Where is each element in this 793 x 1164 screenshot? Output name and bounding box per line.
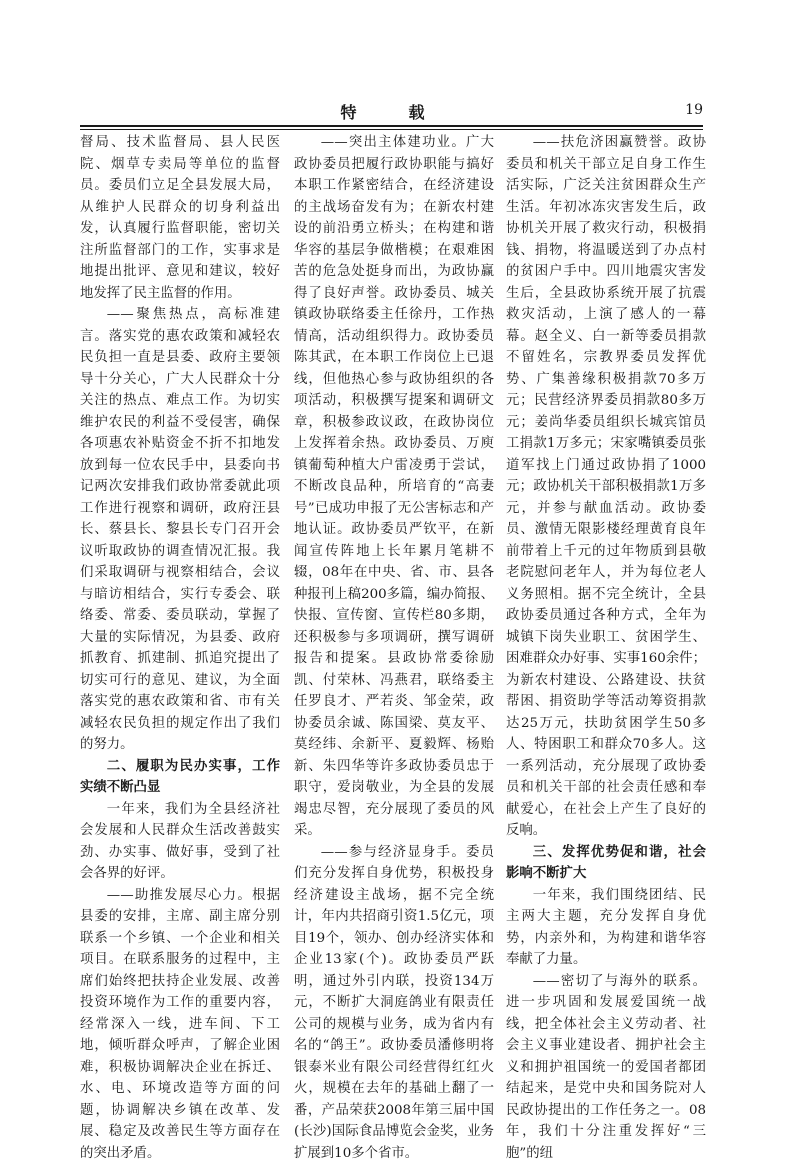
section-heading: 二、履职为民办实事，工作实绩不断凸显 [80,756,280,799]
text-column-3 [506,132,706,1052]
page-header [80,88,703,122]
paragraph: 一年来，我们为全县经济社会发展和人民群众生活改善鼓实劲、办实事、做好事，受到了社会各界的好评。 [80,799,280,885]
paragraph: ——参与经济显身手。委员们充分发挥自身优势，积极投身经济建设主战场，据不完全统计，年内共招商引资1.5亿元，项目19个，领办、创办经济实体和企业13家(个)。政协委员严跃明，通过外引内联，投资134万元，不断扩大洞庭鸽业有限责任公司的规模与业务，成为省内有名的“鸽王”。政协委员潘修明将银泰米业有限公司经营得红红火火，规模在去年的基础上翻了一番，产品荣获2008年第三届中国(长沙)国际食品博览会金奖，业务扩展到10多个省市。 [294,842,494,1164]
header-rule-thick [80,125,703,127]
paragraph: ——扶危济困赢赞誉。政协委员和机关干部立足自身工作生活实际，广泛关注贫困群众生产生活。年初冰冻灾害发生后，政协机关开展了救灾行动，积极捐钱、捐物，将温暖送到了办点村的贫困户手中。四川地震灾害发生后，全县政协系统开展了抗震救灾活动，上演了感人的一幕幕。赵全义、白一新等委员捐款不留姓名，宗教界委员发挥优势、广集善缘积极捐款70多万元；民营经济界委员捐款80多万元；姜尚华委员组织长城宾馆员工捐款1万多元；宋家嘴镇委员张道军找上门通过政协捐了1000元；政协机关干部积极捐款1万多元，并参与献血活动。政协委员、激情无限影楼经理黄育良年前带着上千元的过年物质到县敬老院慰问老年人，并为每位老人义务照相。据不完全统计，全县政协委员通过各种方式，全年为城镇下岗失业职工、贫困学生、困难群众办好事、实事160余件；为新农村建设、公路建设、扶贫帮困、捐资助学等活动筹资捐款达25万元，扶助贫困学生50多人、特困职工和群众70多人。这一系列活动，充分展现了政协委员和机关干部的社会责任感和奉献爱心，在社会上产生了良好的反响。 [506,132,706,842]
page-number: 19 [685,102,703,118]
text-column-2 [294,132,494,1052]
header-rule-thin [80,129,703,130]
text-column-1 [80,132,280,1052]
section-title: 特 载 [80,100,703,123]
paragraph: ——突出主体建功业。广大政协委员把履行政协职能与搞好本职工作紧密结合，在经济建设的主战场奋发有为；在新农村建设的前沿勇立桥头；在构建和谐华容的基层争做楷模；在艰难困苦的危急处挺身而出，为政协赢得了良好声誉。政协委员、城关镇政协联络委主任徐丹，工作热情高，活动组织得力。政协委员陈其武，在本职工作岗位上已退线，但他热心参与政协组织的各项活动，积极撰写提案和调研文章，积极参政议政，在政协岗位上发挥着余热。政协委员、万庾镇葡萄种植大户雷凌勇于尝试，不断改良品种，所培育的“高妻号”已成功申报了无公害标志和产地认证。政协委员严钦平，在新闻宣传阵地上长年累月笔耕不辍，08年在中央、省、市、县各种报刊上稿200多篇，编办简报、快报、宣传窗、宣传栏80多期，还积极参与多项调研，撰写调研报告和提案。县政协常委徐励凯、付荣林、冯燕君，联络委主任罗良才、严若炎、邹金荣，政协委员余诚、陈国梁、莫友平、莫经纬、余新平、夏毅辉、杨贻新、朱四华等许多政协委员忠于职守，爱岗敬业，为全县的发展竭忠尽智，充分展现了委员的风采。 [294,132,494,842]
paragraph: ——聚焦热点，高标准建言。落实党的惠农政策和减轻农民负担一直是县委、政府主要领导十分关心，广大人民群众十分关注的热点、难点工作。为切实维护农民的利益不受侵害，确保各项惠农补贴资金不折不扣地发放到每一位农民手中，县委向书记两次安排我们政协常委就此项工作进行视察和调研，政府汪县长、蔡县长、黎县长专门召开会议听取政协的调查情况汇报。我们采取调研与视察相结合，会议与暗访相结合，实行专委会、联络委、常委、委员联动，掌握了大量的实际情况，为县委、政府抓教育、抓建制、抓追究提出了切实可行的意见、建议，为全面落实党的惠农政策和省、市有关减轻农民负担的规定作出了我们的努力。 [80,304,280,756]
paragraph: ——密切了与海外的联系。进一步巩固和发展爱国统一战线，把全体社会主义劳动者、社会主义事业建设者、拥护社会主义和拥护祖国统一的爱国者都团结起来，是党中央和国务院对人民政协提出的工作任务之一。08年，我们十分注重发挥好“三胞”的纽 [506,971,706,1164]
paragraph: 督局、技术监督局、县人民医院、烟草专卖局等单位的监督员。委员们立足全县发展大局，从维护人民群众的切身利益出发，认真履行监督职能，密切关注所监督部门的工作，实事求是地提出批评、意见和建议，较好地发挥了民主监督的作用。 [80,132,280,304]
paragraph: ——助推发展尽心力。根据县委的安排，主席、副主席分别联系一个乡镇、一个企业和相关项目。在联系服务的过程中，主席们始终把扶持企业发展、改善投资环境作为工作的重要内容，经常深入一线，进车间、下工地，倾听群众呼声，了解企业困难，积极协调解决企业在拆迁、水、电、环境改造等方面的问题，协调解决乡镇在改革、发展、稳定及改善民生等方面存在的突出矛盾。 [80,885,280,1164]
paragraph: 一年来，我们围绕团结、民主两大主题，充分发挥自身优势，内亲外和，为构建和谐华容奉献了力量。 [506,885,706,971]
section-heading: 三、发挥优势促和谐，社会影响不断扩大 [506,842,706,885]
